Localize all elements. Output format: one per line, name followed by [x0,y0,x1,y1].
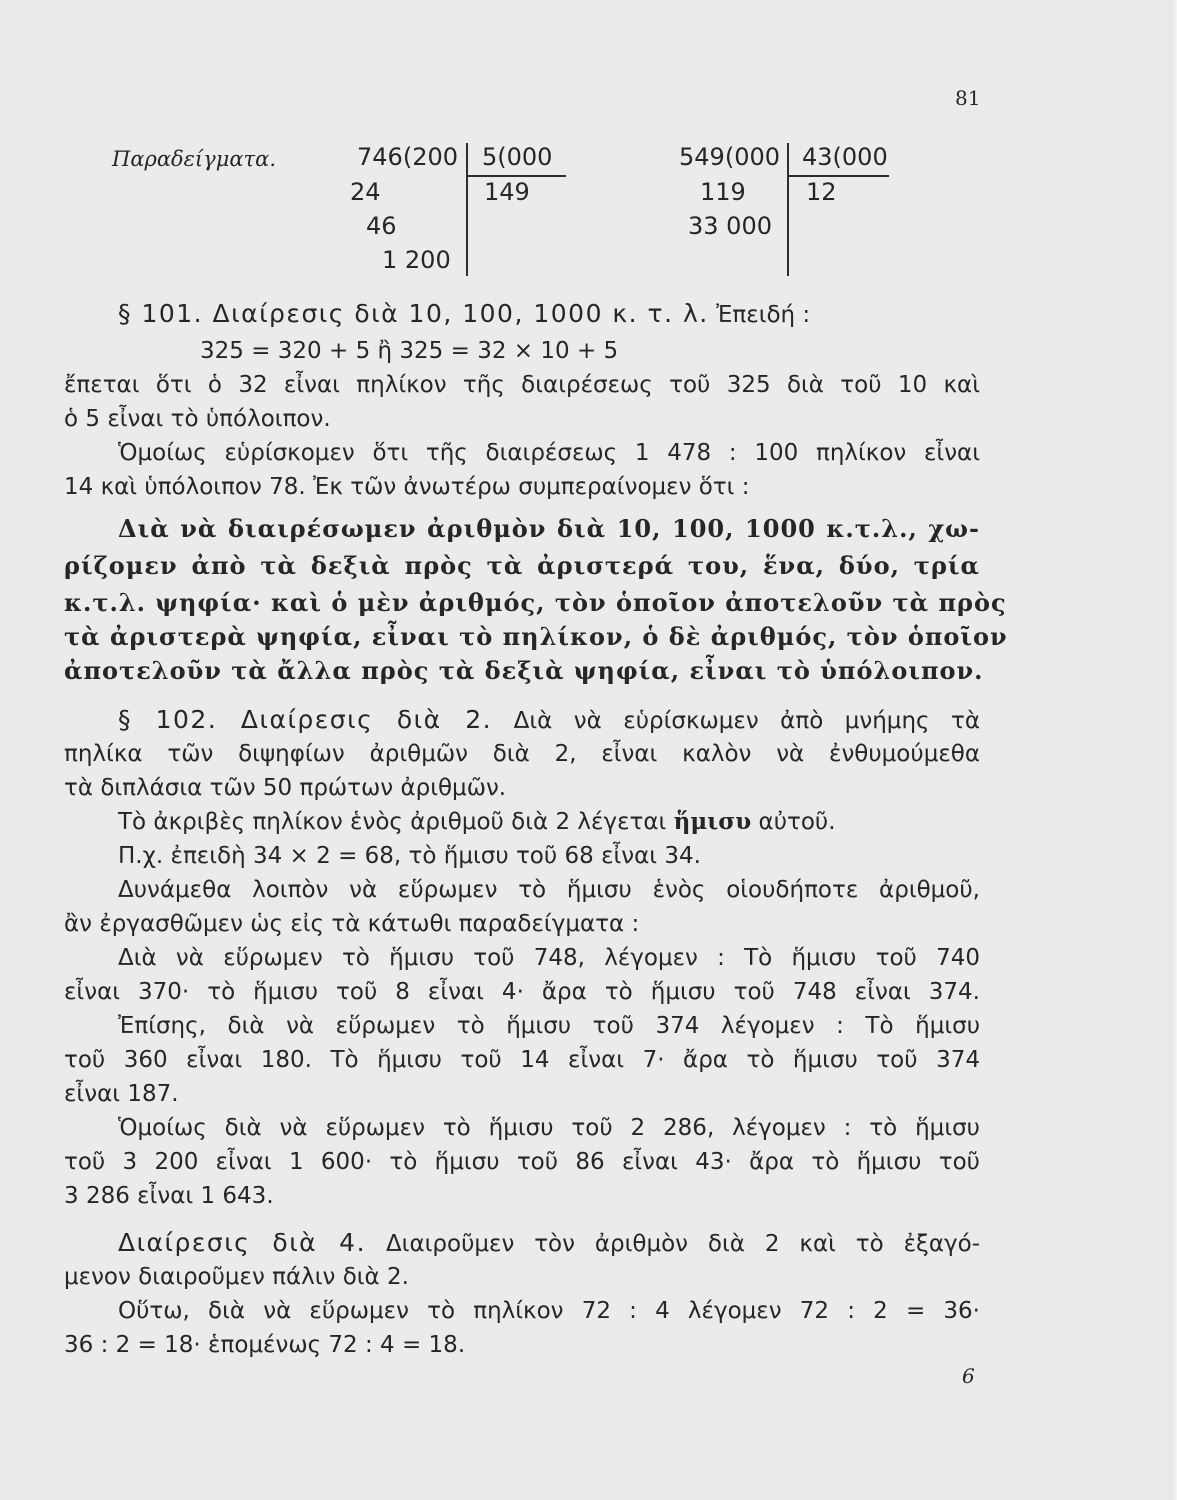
paragraph-line [118,805,980,839]
ex1-division-underline [466,175,566,177]
paragraph-line: τοῦ 360 εἶναι 180. Τὸ ἥμισυ τοῦ 14 εἶναι 7· ἄρα τὸ ἥμισυ τοῦ 374 [64,1047,980,1073]
paragraph-line: ἔπεται ὅτι ὁ 32 εἶναι πηλίκον τῆς διαιρέσεως τοῦ 325 διὰ τοῦ 10 καὶ [64,372,980,398]
ex2-divisor: 43(000 [802,143,888,171]
section-101-heading-line [118,297,978,332]
ex2-dividend: 549(000 [679,143,780,171]
paragraph-line: 36 : 2 = 18· ἑπομένως 72 : 4 = 18. [64,1332,466,1358]
paragraph-line: ὁ 5 εἶναι τὸ ὑπόλοιπον. [64,406,331,432]
section-102-heading: § 102. Διαίρεσις διὰ 2. [118,705,493,734]
paragraph-line: τὰ διπλάσια τῶν 50 πρώτων ἀριθμῶν. [64,775,507,801]
paragraph-line: τοῦ 3 200 εἶναι 1 600· τὸ ἥμισυ τοῦ 86 εἶναι 43· ἄρα τὸ ἥμισυ τοῦ [64,1149,980,1175]
hemisy-def-pre: Τὸ ἀκριβὲς πηλίκον ἑνὸς ἀριθμοῦ διὰ 2 λέγεται [118,809,667,835]
page-number: 81 [955,86,981,110]
ex2-quotient: 12 [806,178,837,206]
rule-line: Διὰ νὰ διαιρέσωμεν ἀριθμὸν διὰ 10, 100, 1000 κ.τ.λ., χω- [118,514,980,543]
paragraph-line: μενον διαιροῦμεν πάλιν διὰ 2. [64,1264,409,1290]
ex1-step: 24 [350,178,381,206]
section-101-intro: Ἐπειδή : [716,302,811,328]
division-by-4-first-line [118,1226,980,1261]
paragraph-line: Διὰ νὰ εὕρωμεν τὸ ἥμισυ τοῦ 748, λέγομεν : Τὸ ἥμισυ τοῦ 740 [118,945,980,971]
division-by-4-heading: Διαίρεσις διὰ 4. [118,1228,367,1257]
ex2-division-underline [787,175,889,177]
paragraph-line: ἂν ἐργασθῶμεν ὡς εἰς τὰ κάτωθι παραδείγματα : [64,911,640,937]
signature-mark: 6 [962,1364,975,1388]
paragraph-line: 14 καὶ ὑπόλοιπον 78. Ἐκ τῶν ἀνωτέρω συμπεραίνομεν ὅτι : [64,474,750,500]
section-102-first-line [118,703,980,738]
paragraph-line: Οὕτω, διὰ νὰ εὕρωμεν τὸ πηλίκον 72 : 4 λέγομεν 72 : 2 = 36· [118,1298,980,1324]
rule-line: τὰ ἀριστερὰ ψηφία, εἶναι τὸ πηλίκον, ὁ δὲ ἀριθμός, τὸν ὁποῖον [64,622,1008,651]
ex1-quotient: 149 [484,178,530,206]
ex1-step: 1 200 [382,246,451,274]
paragraph-line: πηλίκα τῶν διψηφίων ἀριθμῶν διὰ 2, εἶναι καλὸν νὰ ἐνθυμούμεθα [64,741,980,767]
section-102-text: Διὰ νὰ εὑρίσκωμεν ἀπὸ μνήμης τὰ [513,708,981,734]
paragraph-line: 3 286 εἶναι 1 643. [64,1183,274,1209]
paragraph-line: Π.χ. ἐπειδὴ 34 × 2 = 68, τὸ ἥμισυ τοῦ 68 εἶναι 34. [118,843,701,869]
hemisy-term: ἥμισυ [673,808,752,835]
rule-line: ρίζομεν ἀπὸ τὰ δεξιὰ πρὸς τὰ ἀριστερά του, ἕνα, δύο, τρία [64,551,980,580]
ex1-dividend: 746(200 [357,143,458,171]
ex2-step: 119 [700,178,746,206]
rule-line: ἀποτελοῦν τὰ ἄλλα πρὸς τὰ δεξιὰ ψηφία, εἶναι τὸ ὑπόλοιπον. [64,656,984,685]
page-edge [1169,0,1177,1500]
section-101-heading: § 101. Διαίρεσις διὰ 10, 100, 1000 κ. τ. λ. [118,299,709,328]
rule-line: κ.τ.λ. ψηφία· καὶ ὁ μὲν ἀριθμός, τὸν ὁποῖον ἀποτελοῦν τὰ πρὸς [64,588,1007,617]
ex2-step: 33 000 [688,212,772,240]
hemisy-def-post: αὐτοῦ. [758,809,836,835]
division-by-4-text: Διαιροῦμεν τὸν ἀριθμὸν διὰ 2 καὶ τὸ ἐξαγό- [385,1231,981,1257]
ex1-step: 46 [366,212,397,240]
paragraph-line: εἶναι 187. [64,1081,179,1107]
paragraph-line: Ἐπίσης, διὰ νὰ εὕρωμεν τὸ ἥμισυ τοῦ 374 λέγομεν : Τὸ ἥμισυ [118,1013,980,1039]
paragraph-line: Ὁμοίως διὰ νὰ εὕρωμεν τὸ ἥμισυ τοῦ 2 286, λέγομεν : τὸ ἥμισυ [118,1115,980,1141]
ex2-division-bar [787,143,789,276]
paragraph-line: Δυνάμεθα λοιπὸν νὰ εὕρωμεν τὸ ἥμισυ ἑνὸς οἱουδήποτε ἀριθμοῦ, [118,877,980,903]
ex1-division-bar [466,143,468,276]
examples-label: Παραδείγματα. [112,147,277,171]
equation-325: 325 = 320 + 5 ἢ 325 = 32 × 10 + 5 [200,338,619,364]
paragraph-line: εἶναι 370· τὸ ἥμισυ τοῦ 8 εἶναι 4· ἄρα τὸ ἥμισυ τοῦ 748 εἶναι 374. [64,979,980,1005]
ex1-divisor: 5(000 [482,143,553,171]
paragraph-line: Ὁμοίως εὑρίσκομεν ὅτι τῆς διαιρέσεως 1 478 : 100 πηλίκον εἶναι [118,440,980,466]
